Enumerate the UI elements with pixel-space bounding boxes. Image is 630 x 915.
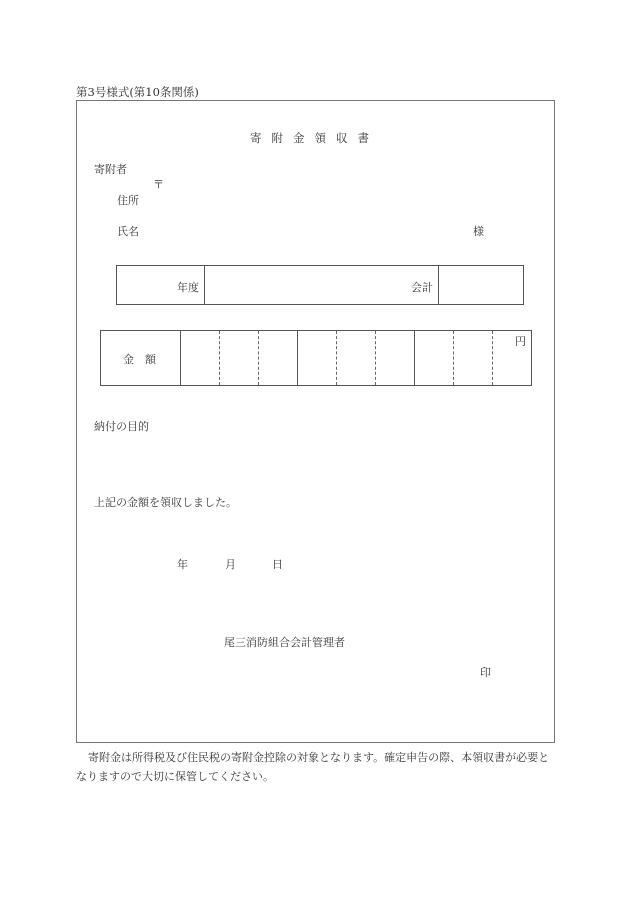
fiscal-year-table [116, 265, 524, 305]
amount-digit-cell [181, 331, 220, 385]
amount-digit-cell [454, 331, 493, 385]
postal-mark-icon: 〒 [153, 178, 164, 191]
donor-section-label: 寄附者 [94, 163, 127, 176]
account-label: 会計 [411, 281, 433, 294]
amount-digit-cell [259, 331, 298, 385]
fiscal-year-label: 年度 [177, 281, 199, 294]
received-statement: 上記の金額を領収しました。 [94, 496, 237, 509]
tax-deduction-notice: 寄附金は所得税及び住民税の寄附金控除の対象となります。確定申告の際、本領収書が必要となりますので大切に保管してください。 [76, 751, 550, 783]
amount-label-cell [101, 331, 181, 385]
amount-digit-cell [415, 331, 454, 385]
address-label: 住所 [117, 194, 139, 207]
amount-label: 金額 [123, 353, 167, 366]
date-month-label: 月 [225, 558, 236, 571]
amount-table [100, 330, 532, 386]
amount-digit-cell [220, 331, 259, 385]
document-title: 寄附金領収書 [250, 131, 379, 145]
seal-mark-icon: 印 [480, 666, 491, 679]
honorific-label: 様 [473, 225, 484, 238]
amount-digit-cell-last [493, 331, 531, 385]
account-name-cell [205, 266, 439, 304]
yen-unit-label: 円 [515, 335, 526, 348]
form-number-label: 第3号様式(第10条関係) [76, 85, 199, 99]
date-year-label: 年 [177, 558, 188, 571]
name-label: 氏名 [117, 225, 139, 238]
amount-digit-cell [298, 331, 337, 385]
amount-digit-cell [337, 331, 376, 385]
issuer-name: 尾三消防組合会計管理者 [224, 636, 345, 649]
account-value-cell [439, 266, 523, 304]
amount-digit-cell [376, 331, 415, 385]
fiscal-year-cell [117, 266, 205, 304]
purpose-label: 納付の目的 [94, 420, 149, 433]
date-day-label: 日 [272, 558, 283, 571]
